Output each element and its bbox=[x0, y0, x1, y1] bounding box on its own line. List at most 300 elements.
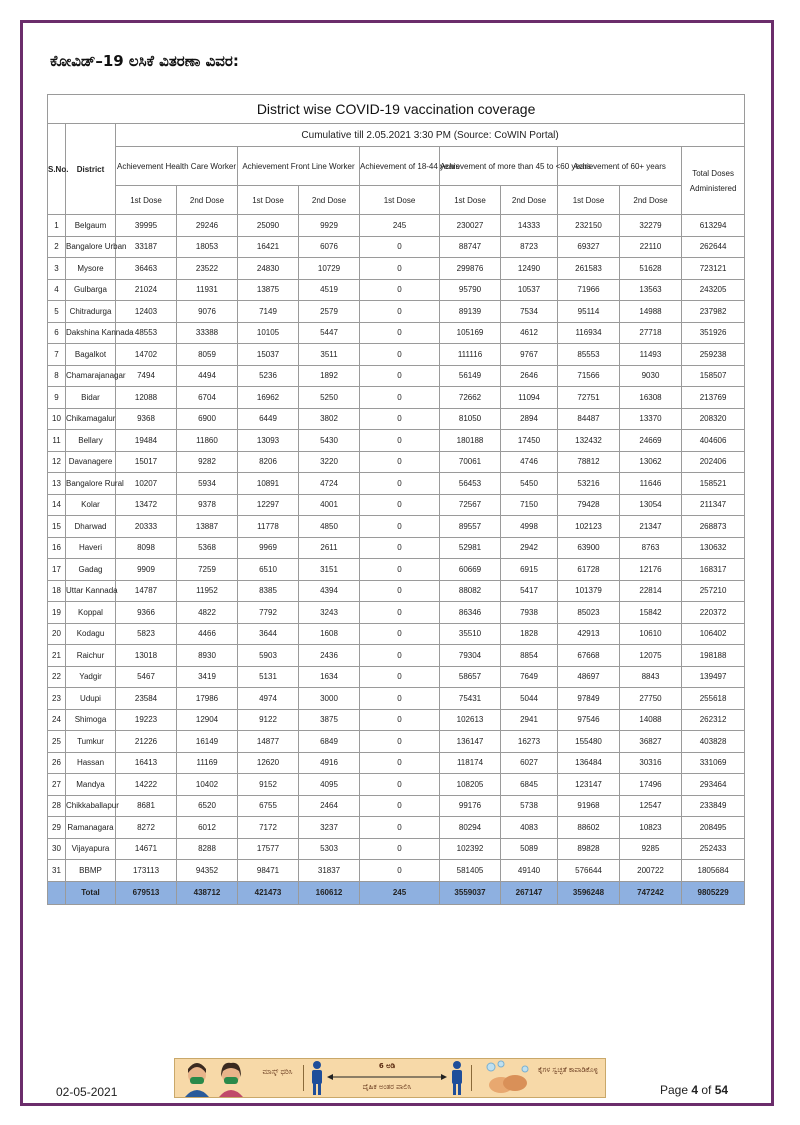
row-value: 0 bbox=[360, 774, 440, 796]
row-value: 17986 bbox=[177, 688, 238, 710]
row-value: 158507 bbox=[682, 365, 745, 387]
row-district: Shimoga bbox=[66, 709, 116, 731]
row-sno: 4 bbox=[48, 279, 66, 301]
dose-header: 2nd Dose bbox=[620, 186, 682, 215]
row-value: 0 bbox=[360, 387, 440, 409]
row-value: 13054 bbox=[620, 494, 682, 516]
row-value: 8763 bbox=[620, 537, 682, 559]
row-value: 8385 bbox=[238, 580, 299, 602]
row-value: 11094 bbox=[501, 387, 558, 409]
table-row bbox=[48, 623, 745, 645]
row-value: 102392 bbox=[440, 838, 501, 860]
row-value: 1828 bbox=[501, 623, 558, 645]
row-value: 72662 bbox=[440, 387, 501, 409]
row-value: 123147 bbox=[558, 774, 620, 796]
table-row bbox=[48, 580, 745, 602]
table-row bbox=[48, 752, 745, 774]
row-value: 52981 bbox=[440, 537, 501, 559]
row-value: 132432 bbox=[558, 430, 620, 452]
row-value: 9909 bbox=[116, 559, 177, 581]
row-value: 9969 bbox=[238, 537, 299, 559]
row-value: 5447 bbox=[299, 322, 360, 344]
row-value: 27718 bbox=[620, 322, 682, 344]
row-value: 10207 bbox=[116, 473, 177, 495]
row-value: 8272 bbox=[116, 817, 177, 839]
row-value: 10537 bbox=[501, 279, 558, 301]
row-value: 10105 bbox=[238, 322, 299, 344]
row-value: 14088 bbox=[620, 709, 682, 731]
group-60-plus: Achievement of 60+ years bbox=[558, 147, 682, 186]
row-value: 5236 bbox=[238, 365, 299, 387]
col-total-doses bbox=[682, 147, 745, 215]
row-value: 3419 bbox=[177, 666, 238, 688]
row-value: 4612 bbox=[501, 322, 558, 344]
row-value: 36463 bbox=[116, 258, 177, 280]
row-value: 23584 bbox=[116, 688, 177, 710]
washing-hands-icon bbox=[481, 1059, 535, 1097]
row-value: 3151 bbox=[299, 559, 360, 581]
row-value: 7938 bbox=[501, 602, 558, 624]
row-district: Davanagere bbox=[66, 451, 116, 473]
row-value: 12490 bbox=[501, 258, 558, 280]
row-value: 237982 bbox=[682, 301, 745, 323]
banner-divider bbox=[303, 1065, 304, 1091]
row-value: 18053 bbox=[177, 236, 238, 258]
total-row bbox=[48, 881, 745, 904]
row-value: 200722 bbox=[620, 860, 682, 882]
row-value: 0 bbox=[360, 279, 440, 301]
row-value: 262644 bbox=[682, 236, 745, 258]
row-value: 22110 bbox=[620, 236, 682, 258]
table-row bbox=[48, 516, 745, 538]
dose-header: 1st Dose bbox=[558, 186, 620, 215]
row-value: 89828 bbox=[558, 838, 620, 860]
row-value: 8098 bbox=[116, 537, 177, 559]
hands-segment bbox=[475, 1059, 605, 1097]
row-value: 259238 bbox=[682, 344, 745, 366]
table-row bbox=[48, 817, 745, 839]
row-value: 2611 bbox=[299, 537, 360, 559]
row-value: 139497 bbox=[682, 666, 745, 688]
row-value: 10891 bbox=[238, 473, 299, 495]
row-value: 4724 bbox=[299, 473, 360, 495]
row-value: 293464 bbox=[682, 774, 745, 796]
row-district: Yadgir bbox=[66, 666, 116, 688]
row-value: 10610 bbox=[620, 623, 682, 645]
row-value: 70061 bbox=[440, 451, 501, 473]
row-value: 3243 bbox=[299, 602, 360, 624]
row-value: 9030 bbox=[620, 365, 682, 387]
row-value: 61728 bbox=[558, 559, 620, 581]
row-value: 202406 bbox=[682, 451, 745, 473]
row-value: 136147 bbox=[440, 731, 501, 753]
row-value: 89557 bbox=[440, 516, 501, 538]
row-value: 6704 bbox=[177, 387, 238, 409]
row-value: 168317 bbox=[682, 559, 745, 581]
row-district: Haveri bbox=[66, 537, 116, 559]
row-value: 0 bbox=[360, 344, 440, 366]
table-row bbox=[48, 301, 745, 323]
row-sno: 25 bbox=[48, 731, 66, 753]
row-value: 3237 bbox=[299, 817, 360, 839]
total-value: 245 bbox=[360, 881, 440, 904]
row-value: 21024 bbox=[116, 279, 177, 301]
row-value: 56149 bbox=[440, 365, 501, 387]
row-value: 4095 bbox=[299, 774, 360, 796]
row-value: 5417 bbox=[501, 580, 558, 602]
row-value: 9122 bbox=[238, 709, 299, 731]
mask-people-icon bbox=[179, 1059, 259, 1097]
total-value: 9805229 bbox=[682, 881, 745, 904]
row-value: 0 bbox=[360, 516, 440, 538]
row-value: 576644 bbox=[558, 860, 620, 882]
table-row bbox=[48, 709, 745, 731]
table-row bbox=[48, 860, 745, 882]
row-value: 9285 bbox=[620, 838, 682, 860]
row-value: 7172 bbox=[238, 817, 299, 839]
total-value: 3559037 bbox=[440, 881, 501, 904]
row-district: Dakshina Kannada bbox=[66, 322, 116, 344]
mask-segment bbox=[175, 1059, 305, 1097]
row-value: 4822 bbox=[177, 602, 238, 624]
row-value: 6027 bbox=[501, 752, 558, 774]
row-sno: 3 bbox=[48, 258, 66, 280]
row-value: 13563 bbox=[620, 279, 682, 301]
row-value: 8854 bbox=[501, 645, 558, 667]
table-row bbox=[48, 344, 745, 366]
row-value: 42913 bbox=[558, 623, 620, 645]
row-value: 155480 bbox=[558, 731, 620, 753]
page-of: of bbox=[698, 1083, 715, 1097]
row-district: Bangalore Rural bbox=[66, 473, 116, 495]
row-value: 130632 bbox=[682, 537, 745, 559]
row-value: 16413 bbox=[116, 752, 177, 774]
row-value: 15017 bbox=[116, 451, 177, 473]
row-sno: 24 bbox=[48, 709, 66, 731]
row-value: 35510 bbox=[440, 623, 501, 645]
row-value: 4974 bbox=[238, 688, 299, 710]
row-district: Mysore bbox=[66, 258, 116, 280]
row-value: 12547 bbox=[620, 795, 682, 817]
row-value: 21226 bbox=[116, 731, 177, 753]
row-value: 39995 bbox=[116, 215, 177, 237]
row-value: 20333 bbox=[116, 516, 177, 538]
row-value: 58657 bbox=[440, 666, 501, 688]
row-district: Chikkaballapur bbox=[66, 795, 116, 817]
total-blank bbox=[48, 881, 66, 904]
row-value: 1805684 bbox=[682, 860, 745, 882]
row-value: 14671 bbox=[116, 838, 177, 860]
row-value: 53216 bbox=[558, 473, 620, 495]
row-value: 5903 bbox=[238, 645, 299, 667]
row-value: 0 bbox=[360, 580, 440, 602]
row-value: 11778 bbox=[238, 516, 299, 538]
distance-value: 6 ಅಡಿ bbox=[378, 1062, 396, 1070]
total-label: Total bbox=[66, 881, 116, 904]
row-value: 403828 bbox=[682, 731, 745, 753]
total-value: 267147 bbox=[501, 881, 558, 904]
row-value: 0 bbox=[360, 688, 440, 710]
row-value: 10402 bbox=[177, 774, 238, 796]
row-value: 8059 bbox=[177, 344, 238, 366]
row-sno: 2 bbox=[48, 236, 66, 258]
dose-header: 1st Dose bbox=[238, 186, 299, 215]
row-value: 3000 bbox=[299, 688, 360, 710]
row-sno: 22 bbox=[48, 666, 66, 688]
row-value: 255618 bbox=[682, 688, 745, 710]
row-value: 2646 bbox=[501, 365, 558, 387]
group-45-60: Achievement of more than 45 to <60 years bbox=[440, 147, 558, 186]
row-value: 180188 bbox=[440, 430, 501, 452]
table-row bbox=[48, 279, 745, 301]
row-value: 102123 bbox=[558, 516, 620, 538]
row-sno: 19 bbox=[48, 602, 66, 624]
row-district: Raichur bbox=[66, 645, 116, 667]
table-row bbox=[48, 494, 745, 516]
row-sno: 12 bbox=[48, 451, 66, 473]
table-row bbox=[48, 387, 745, 409]
row-value: 257210 bbox=[682, 580, 745, 602]
row-value: 5467 bbox=[116, 666, 177, 688]
row-district: Uttar Kannada bbox=[66, 580, 116, 602]
row-value: 98471 bbox=[238, 860, 299, 882]
row-value: 4466 bbox=[177, 623, 238, 645]
row-sno: 7 bbox=[48, 344, 66, 366]
row-value: 24669 bbox=[620, 430, 682, 452]
row-value: 13093 bbox=[238, 430, 299, 452]
table-row bbox=[48, 537, 745, 559]
row-sno: 30 bbox=[48, 838, 66, 860]
row-sno: 1 bbox=[48, 215, 66, 237]
row-value: 3511 bbox=[299, 344, 360, 366]
row-value: 12403 bbox=[116, 301, 177, 323]
row-value: 4746 bbox=[501, 451, 558, 473]
row-value: 13018 bbox=[116, 645, 177, 667]
banner-divider bbox=[471, 1065, 472, 1091]
row-value: 36827 bbox=[620, 731, 682, 753]
row-value: 19223 bbox=[116, 709, 177, 731]
row-value: 16308 bbox=[620, 387, 682, 409]
hands-text: ಕೈಗಳ ಸ್ವಚ್ಛತೆ ಕಾಪಾಡಿಕೊಳ್ಳಿ bbox=[537, 1066, 599, 1074]
row-value: 11860 bbox=[177, 430, 238, 452]
row-value: 6900 bbox=[177, 408, 238, 430]
row-value: 211347 bbox=[682, 494, 745, 516]
row-value: 0 bbox=[360, 645, 440, 667]
row-value: 6845 bbox=[501, 774, 558, 796]
row-value: 13875 bbox=[238, 279, 299, 301]
row-value: 13472 bbox=[116, 494, 177, 516]
row-sno: 16 bbox=[48, 537, 66, 559]
safety-banner bbox=[174, 1058, 606, 1098]
group-health-care: Achievement Health Care Worker bbox=[116, 147, 238, 186]
row-value: 14988 bbox=[620, 301, 682, 323]
row-value: 5450 bbox=[501, 473, 558, 495]
row-value: 116934 bbox=[558, 322, 620, 344]
row-value: 4394 bbox=[299, 580, 360, 602]
row-value: 5089 bbox=[501, 838, 558, 860]
row-value: 198188 bbox=[682, 645, 745, 667]
row-district: Vijayapura bbox=[66, 838, 116, 860]
row-value: 91968 bbox=[558, 795, 620, 817]
table-row bbox=[48, 795, 745, 817]
row-value: 7259 bbox=[177, 559, 238, 581]
row-value: 2894 bbox=[501, 408, 558, 430]
row-value: 63900 bbox=[558, 537, 620, 559]
row-value: 0 bbox=[360, 537, 440, 559]
row-value: 72567 bbox=[440, 494, 501, 516]
row-value: 13062 bbox=[620, 451, 682, 473]
row-value: 0 bbox=[360, 451, 440, 473]
row-value: 4998 bbox=[501, 516, 558, 538]
row-value: 6449 bbox=[238, 408, 299, 430]
row-value: 81050 bbox=[440, 408, 501, 430]
row-sno: 17 bbox=[48, 559, 66, 581]
table-row bbox=[48, 731, 745, 753]
row-value: 3644 bbox=[238, 623, 299, 645]
row-value: 89139 bbox=[440, 301, 501, 323]
row-value: 252433 bbox=[682, 838, 745, 860]
row-value: 95114 bbox=[558, 301, 620, 323]
table-row bbox=[48, 365, 745, 387]
row-value: 9076 bbox=[177, 301, 238, 323]
row-value: 8843 bbox=[620, 666, 682, 688]
row-value: 7149 bbox=[238, 301, 299, 323]
row-value: 0 bbox=[360, 752, 440, 774]
footer-date: 02-05-2021 bbox=[56, 1085, 118, 1099]
page-total: 54 bbox=[714, 1083, 729, 1097]
page-current: 4 bbox=[691, 1083, 699, 1097]
row-value: 220372 bbox=[682, 602, 745, 624]
row-value: 4083 bbox=[501, 817, 558, 839]
row-sno: 6 bbox=[48, 322, 66, 344]
dose-header: 1st Dose bbox=[360, 186, 440, 215]
row-district: Udupi bbox=[66, 688, 116, 710]
row-sno: 26 bbox=[48, 752, 66, 774]
table-row bbox=[48, 645, 745, 667]
row-district: Gulbarga bbox=[66, 279, 116, 301]
row-value: 88747 bbox=[440, 236, 501, 258]
row-value: 581405 bbox=[440, 860, 501, 882]
row-value: 5250 bbox=[299, 387, 360, 409]
row-value: 85023 bbox=[558, 602, 620, 624]
row-value: 12904 bbox=[177, 709, 238, 731]
row-value: 12297 bbox=[238, 494, 299, 516]
row-value: 9366 bbox=[116, 602, 177, 624]
row-district: Gadag bbox=[66, 559, 116, 581]
row-value: 33187 bbox=[116, 236, 177, 258]
table-title: District wise COVID-19 vaccination coverage bbox=[48, 95, 745, 124]
row-value: 12620 bbox=[238, 752, 299, 774]
row-value: 111116 bbox=[440, 344, 501, 366]
total-value: 3596248 bbox=[558, 881, 620, 904]
row-value: 11493 bbox=[620, 344, 682, 366]
row-value: 2464 bbox=[299, 795, 360, 817]
row-district: Bellary bbox=[66, 430, 116, 452]
row-value: 0 bbox=[360, 795, 440, 817]
row-value: 13887 bbox=[177, 516, 238, 538]
table-row bbox=[48, 688, 745, 710]
row-value: 97849 bbox=[558, 688, 620, 710]
row-value: 10729 bbox=[299, 258, 360, 280]
total-value: 421473 bbox=[238, 881, 299, 904]
row-value: 102613 bbox=[440, 709, 501, 731]
row-value: 29246 bbox=[177, 215, 238, 237]
row-value: 261583 bbox=[558, 258, 620, 280]
row-value: 351926 bbox=[682, 322, 745, 344]
row-value: 32279 bbox=[620, 215, 682, 237]
row-value: 84487 bbox=[558, 408, 620, 430]
row-value: 17577 bbox=[238, 838, 299, 860]
row-value: 7649 bbox=[501, 666, 558, 688]
row-value: 5430 bbox=[299, 430, 360, 452]
row-value: 6076 bbox=[299, 236, 360, 258]
row-value: 60669 bbox=[440, 559, 501, 581]
col-sno: S.No. bbox=[48, 124, 66, 215]
row-sno: 13 bbox=[48, 473, 66, 495]
table-row bbox=[48, 430, 745, 452]
row-value: 25090 bbox=[238, 215, 299, 237]
row-value: 4001 bbox=[299, 494, 360, 516]
group-18-44: Achievement of 18-44 years bbox=[360, 147, 440, 186]
row-sno: 18 bbox=[48, 580, 66, 602]
row-value: 8206 bbox=[238, 451, 299, 473]
person-icon bbox=[449, 1060, 465, 1096]
row-value: 5823 bbox=[116, 623, 177, 645]
row-value: 16273 bbox=[501, 731, 558, 753]
row-district: Dharwad bbox=[66, 516, 116, 538]
row-value: 23522 bbox=[177, 258, 238, 280]
page-number bbox=[660, 1083, 728, 1097]
row-value: 0 bbox=[360, 731, 440, 753]
table-row bbox=[48, 451, 745, 473]
row-sno: 29 bbox=[48, 817, 66, 839]
table-row bbox=[48, 602, 745, 624]
row-district: Hassan bbox=[66, 752, 116, 774]
row-sno: 23 bbox=[48, 688, 66, 710]
table-row bbox=[48, 215, 745, 237]
row-value: 0 bbox=[360, 236, 440, 258]
row-value: 14877 bbox=[238, 731, 299, 753]
row-value: 6849 bbox=[299, 731, 360, 753]
row-value: 48553 bbox=[116, 322, 177, 344]
row-value: 17496 bbox=[620, 774, 682, 796]
row-value: 67668 bbox=[558, 645, 620, 667]
row-value: 16149 bbox=[177, 731, 238, 753]
row-value: 5934 bbox=[177, 473, 238, 495]
row-value: 1892 bbox=[299, 365, 360, 387]
row-sno: 14 bbox=[48, 494, 66, 516]
row-district: Kodagu bbox=[66, 623, 116, 645]
row-sno: 31 bbox=[48, 860, 66, 882]
row-value: 11952 bbox=[177, 580, 238, 602]
row-value: 17450 bbox=[501, 430, 558, 452]
page-heading: ಕೋವಿಡ್–19 ಲಸಿಕೆ ವಿತರಣಾ ವಿವರ: bbox=[50, 52, 239, 70]
row-value: 0 bbox=[360, 602, 440, 624]
row-value: 136484 bbox=[558, 752, 620, 774]
row-value: 14702 bbox=[116, 344, 177, 366]
row-district: Bagalkot bbox=[66, 344, 116, 366]
table-row bbox=[48, 322, 745, 344]
total-doses-line1: Total Doses bbox=[692, 168, 734, 178]
row-value: 118174 bbox=[440, 752, 501, 774]
row-value: 2941 bbox=[501, 709, 558, 731]
row-value: 16962 bbox=[238, 387, 299, 409]
row-value: 1634 bbox=[299, 666, 360, 688]
row-sno: 5 bbox=[48, 301, 66, 323]
row-value: 69327 bbox=[558, 236, 620, 258]
row-value: 11169 bbox=[177, 752, 238, 774]
row-value: 85553 bbox=[558, 344, 620, 366]
